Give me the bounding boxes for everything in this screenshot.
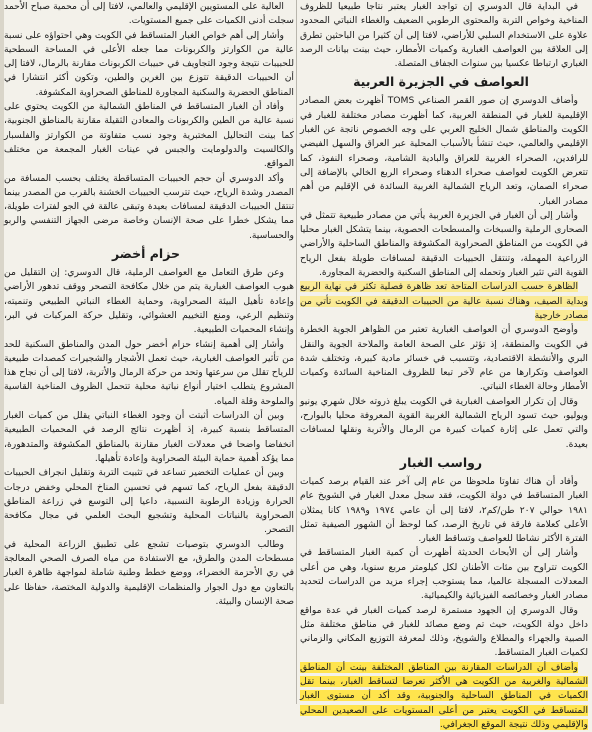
article-column-left bbox=[4, 0, 294, 704]
column-divider bbox=[296, 0, 297, 704]
body-paragraph: وأفاد أن هناك تفاوتا ملحوظا من عام إلى آخر عند القيام برصد كميات الغبار المتساقط في دولة الكويت، فقد سجل معدل الغبار في الشويخ عام ١٩٨١ حوالي ٢٠٧ طن/كم٢، لافتا إلى أن عامي ١٩٧٤ و١٩٨٩ كانا يمثلان الأعلى كعلامة فارقة في تاريخ الرصد، كما لوحظ أن الشهور الصيفية تمثل الفترة الأكثر نشاطا للعواصف وتساقط الغبار. bbox=[300, 475, 588, 545]
highlighted-text: الظاهرة حسب الدراسات المتاحة تعد ظاهرة فصلية تكثر في نهاية الربيع وبداية الصيف، وهناك نسبة عالية من الحبيبات الدقيقة في الكويت تأتي من مصادر خارجية bbox=[300, 281, 588, 321]
body-paragraph: وطالب الدوسري بتوصيات تشجع على تطبيق الزراعة المحلية في مسطحات المدن والطرق، مع الاستفادة من مياه الصرف الصحي المعالجة في ري الأحزمة الخضراء، ووضع خطط وطنية شاملة لمواجهة ظاهرة الغبار بالتعاون مع دول الجوار والمنظمات الإقليمية والدولية المختصة، حفاظا على صحة الإنسان والبيئة. bbox=[4, 538, 294, 607]
body-paragraph: وأفاد أن الغبار المتساقط في المناطق الشمالية من الكويت يحتوي على نسبة عالية من الطين والكربونات والمعادن الثقيلة مقارنة بالمناطق الجنوبية، كما بينت التحاليل المختبرية وجود نسب متفاوتة من الكوارتز والفلسبار والكالسيت والدولومايت والجبس في عينات الغبار المجمعة من مختلف المواقع. bbox=[4, 101, 294, 170]
body-paragraph: وأوضح الدوسري أن العواصف الغبارية تعتبر من الظواهر الجوية الخطرة في الكويت والمنطقة، إذ تؤثر على الصحة العامة والملاحة الجوية والنقل البري والأنشطة الاقتصادية، وتتسبب في خسائر مادية كبيرة، وتختلف شدة العواصف وتكرارها من عام لآخر تبعا للظروف المناخية السائدة وكميات الأمطار وحالة الغطاء النباتي. bbox=[300, 324, 588, 393]
highlighted-paragraph bbox=[300, 280, 588, 323]
body-paragraph: وبين أن عمليات التخضير تساعد في تثبيت التربة وتقليل انجراف الحبيبات الدقيقة بفعل الرياح، كما تسهم في تحسين المناخ المحلي وخفض درجات الحرارة وزيادة الرطوبة النسبية، داعيا إلى التوسع في زراعة المناطق الصحراوية بالنباتات المحلية وتشجيع البحث العلمي في مجال مكافحة التصحر. bbox=[4, 467, 294, 536]
section-heading-green-belt: حزام أخضر bbox=[112, 246, 180, 262]
section-heading-arabian-storms: العواصف في الجزيرة العربية bbox=[353, 74, 529, 90]
body-paragraph: وعن طرق التعامل مع العواصف الرملية، قال الدوسري: إن التقليل من هبوب العواصف الغبارية يتم من خلال مكافحة التصحر ووقف تدهور الأراضي وإعادة تأهيل البيئة الصحراوية، وحماية الغطاء النباتي الطبيعي وتنميته، وتنظيم الرعي، ومنع التخييم العشوائي، وتقليل حركة المركبات في البر، وإنشاء المحميات الطبيعية. bbox=[4, 267, 294, 336]
body-paragraph: وأشار إلى أهم خواص الغبار المتساقط في الكويت وهي احتواؤه على نسبة عالية من الكوارتز والكربونات مما جعله الأعلى في المساحة السطحية للحبيبات نتيجة وجود التجاويف في حبيبات الكربونات مقارنة بالرمال، لافتا إلى أن الحبيبات الدقيقة تتوزع بين الغرين والطين، وتكون أكثر انتشارا في المناطق الحضرية والسكنية المجاورة للمناطق الصحراوية المكشوفة. bbox=[4, 29, 294, 98]
article-column-right bbox=[300, 0, 588, 730]
body-paragraph: وأكد الدوسري أن حجم الحبيبات المتساقطة يختلف بحسب المسافة من المصدر وشدة الرياح، حيث تترسب الحبيبات الخشنة بالقرب من المصدر بينما تنتقل الحبيبات الدقيقة لمسافات بعيدة وتبقى عالقة في الجو لفترات طويلة، مما يشكل خطرا على صحة الإنسان وخاصة مرضى الجهاز التنفسي والربو والحساسية. bbox=[4, 172, 294, 241]
body-paragraph: العالية على المستويين الإقليمي والعالمي، لافتا إلى أن محمية صباح الأحمد سجلت أدنى الكميات على جميع المستويات. bbox=[4, 1, 294, 27]
section-heading-dust-deposits: رواسب الغبار bbox=[399, 454, 483, 470]
body-paragraph: وأشار إلى أهمية إنشاء حزام أخضر حول المدن والمناطق السكنية للحد من تأثير العواصف الغبارية، حيث تعمل الأشجار والشجيرات كمصدات طبيعية للرياح تقلل من سرعتها وتحد من حركة الرمال والأتربة، لافتا إلى أن نجاح هذا المشروع يتطلب اختيار أنواع نباتية محلية تتحمل الظروف المناخية القاسية والملوحة وقلة المياه. bbox=[4, 338, 294, 407]
body-paragraph: وبين أن الدراسات أثبتت أن وجود الغطاء النباتي يقلل من كميات الغبار المتساقط بنسبة كبيرة، إذ أظهرت نتائج الرصد في المحميات الطبيعية انخفاضا واضحا في معدلات الغبار مقارنة بالمناطق المكشوفة والمتدهورة، مما يؤكد أهمية حماية البيئة الصحراوية وإعادة تأهيلها. bbox=[4, 410, 294, 464]
body-paragraph: وقال الدوسري إن الجهود مستمرة لرصد كميات الغبار في عدة مواقع داخل دولة الكويت، حيث تم وضع مصائد للغبار في مناطق مختلفة مثل الصبية والجهراء والمطلاع والشويخ، وذلك لمعرفة التوزيع المكاني والزماني لكميات الغبار المتساقط. bbox=[300, 604, 588, 659]
body-paragraph: وقال إن تكرار العواصف الغبارية في الكويت يبلغ ذروته خلال شهري يونيو ويوليو، حيث تسود الرياح الشمالية الغربية القوية المعروفة محليا بالبوارح، والتي تعمل على إثارة كميات كبيرة من الرمال والأتربة ونقلها لمسافات بعيدة. bbox=[300, 395, 588, 450]
body-paragraph: وأشار إلى أن الأبحاث الحديثة أظهرت أن كمية الغبار المتساقط في الكويت تتراوح بين مئات الأطنان لكل كيلومتر مربع سنويا، وهي من أعلى المعدلات المسجلة عالميا، مما يستوجب إجراء مزيد من الدراسات لتحديد مصادر الغبار وخصائصه الفيزيائية والكيميائية. bbox=[300, 547, 588, 602]
highlighted-paragraph bbox=[300, 661, 588, 732]
body-paragraph: وأضاف الدوسري إن صور القمر الصناعي TOMS أظهرت بعض المصادر الإقليمية للغبار في المنطقة العربية، كما أظهرت مصادر مختلفة للغبار في الكويت والمناطق شمال الخليج العربي على وجه الخصوص ناتجة عن الغبار الإقليمي والعالمي، حيث تنشأ بالأسباب المحلية عبر العراق والسهل الفيضي للرافدين، الصحراء الغربية للعراق والبادية الشامية، وصحراء النفوذ، كما تتعرض الكويت لعواصف صحراء الدهناء وصحراء الربع الخالي بالإضافة إلى صحراء الصمان، وتعد الرياح الشمالية الغربية السائدة في الإقليم من أهم مصادر الغبار. bbox=[300, 95, 588, 207]
highlighted-text: وأضاف أن الدراسات المقارنة بين المناطق المختلفة بينت أن المناطق الشمالية والغربية من الكويت هي الأكثر تعرضا لتساقط الغبار، بينما تقل الكميات في المناطق الساحلية والجنوبية، وقد أكد أن مستوى الغبار المتساقط في الكويت يعتبر من أعلى المستويات على الصعيدين المحلي والإقليمي وذلك نتيجة الموقع الجغرافي. bbox=[300, 661, 588, 730]
intro-paragraph: في البداية قال الدوسري إن تواجد الغبار يعتبر نتاجا طبيعيا للظروف المناخية وخواص التربة والمحتوى الرطوبي الضعيف والغطاء النباتي المحدود علاوة على الاستخدام السلبي للأراضي، لافتا إلى أن كثيرا من الباحثين تطرق إلى العلاقة بين العواصف الغبارية وكميات الأمطار، حيث بينت بيانات الرصد الغباري ارتباطا عكسيا بين سنوات الجفاف المتصلة. bbox=[300, 1, 588, 70]
body-paragraph: وأشار إلى أن الغبار في الجزيرة العربية يأتي من مصادر طبيعية تتمثل في الصحارى الرملية والسبخات والمسطحات الحصوية، بينما يتشكل الغبار محليا في الكويت من المناطق الصحراوية المكشوفة والمناطق الساحلية والأراضي الزراعية المهملة، وتنتقل الحبيبات الدقيقة لمسافات طويلة بفعل الرياح القوية التي تثير الغبار وتحمله إلى المناطق السكنية والحضرية المجاورة. bbox=[300, 209, 588, 279]
